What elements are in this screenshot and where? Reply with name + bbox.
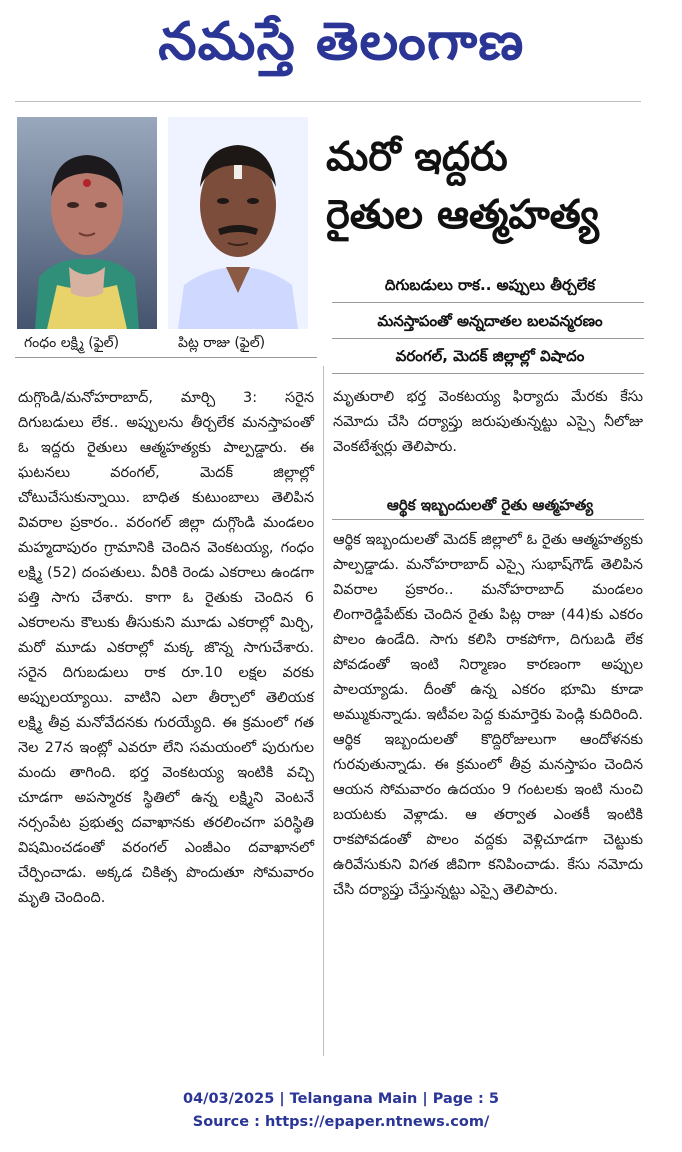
article-body-right-top: మృతురాలి భర్త వెంకటయ్య ఫిర్యాదు మేరకు కేసు నమోదు చేసి దర్యాప్తు జరుపుతున్నట్టు ఎస్సై నీలోజు వెంకటేశ్వర్లు తెలిపారు.	[333, 389, 643, 455]
subheading-divider-2	[332, 338, 644, 339]
section-heading-divider	[332, 519, 644, 520]
masthead-divider	[15, 101, 641, 102]
article-body-left: దుగ్గొండి/మనోహరాబాద్‌, మార్చి 3: సరైన దిగుబడులు లేక.. అప్పులను తీర్చలేక మనస్తాపంతో ఓ ఇద్దరు రైతులు ఆత్మహత్యకు పాల్పడ్డారు. ఈ ఘటనలు వరంగల్‌, మెదక్‌ జిల్లాల్లో చోటుచేసుకున్నాయి. బాధిత కుటుంబాలు తెలిపిన వివరాల ప్రకారం.. వరంగల్‌ జిల్లా దుగ్గొండి మండలం మహ్మదాపురం గ్రామానికి చెందిన వెంకటయ్య, గంధం లక్ష్మి (52) దంపతులు. వీరికి రెండు ఎకరాలు ఉండగా పత్తి సాగు చేశారు. కాగా ఓ రైతుకు చెందిన 6 ఎకరాలను కౌలుకు తీసుకుని మూడు ఎకరాల్లో మిర్చి, మరో మూడు ఎకరాల్లో మక్క జొన్న సాగుచేశారు. సరైన దిగుబడులు రాక రూ.10 లక్షల వరకు అప్పులయ్యాయి. వాటిని ఎలా తీర్చాలో తెలియక లక్ష్మి తీవ్ర మనోవేదనకు గురయ్యేది. ఈ క్రమంలో గత నెల 27న ఇంట్లో ఎవరూ లేని సమయంలో పురుగుల మందు తాగింది. భర్త వెంకటయ్య ఇంటికి వచ్చి చూడగా అపస్మారక స్థితిలో ఉన్న లక్ష్మిని వెంటనే నర్సంపేట ప్రభుత్వ దవాఖానకు తరలించగా పరిస్థితి విషమించడంతో వరంగల్‌ ఎంజీఎం దవాఖానలో చేర్పించాడు. అక్కడ చికిత్స పొందుతూ సోమవారం మృతి చెందింది.	[18, 390, 314, 906]
article-right-column-top	[333, 385, 643, 460]
caption-woman: గంధం లక్ష్మి (ఫైల్)	[24, 335, 120, 351]
subheading-3: వరంగల్‌, మెదక్‌ జిల్లాల్లో విషాదం	[395, 347, 585, 365]
caption-man: పిట్ల రాజు (ఫైల్)	[178, 335, 266, 351]
photo-gandham-lakshmi	[17, 117, 157, 329]
article-left-column	[18, 386, 314, 911]
subheading-divider-3	[332, 373, 644, 374]
masthead	[0, 0, 682, 96]
article-body-right-bottom: ఆర్థిక ఇబ్బందులతో మెదక్‌ జిల్లాలో ఓ రైతు ఆత్మహత్యకు పాల్పడ్డాడు. మనోహరాబాద్‌ ఎస్సై సుభాష్‌గౌడ్‌ తెలిపిన వివరాల ప్రకారం.. మనోహరాబాద్‌ మండలం లింగారెడ్డిపేట్‌కు చెందిన రైతు పిట్ల రాజు (44)కు ఎకరం పొలం ఉండేది. సాగు కలిసి రాకపోగా, దిగుబడి లేక పోవడంతో ఇంటి నిర్మాణం కారణంగా అప్పుల పాలయ్యాడు. దీంతో ఉన్న ఎకరం భూమి కూడా అమ్ముకున్నాడు. ఇటీవల పెద్ద కుమార్తెకు పెండ్లి కుదిరింది. ఆర్థిక ఇబ్బందులతో కొద్దిరోజులుగా ఆందోళనకు గురవుతున్నాడు. ఈ క్రమంలో తీవ్ర మనస్తాపం చెందిన ఆయన సోమవారం ఉదయం 9 గంటలకు ఇంటి నుంచి బయటకు వెళ్లాడు. ఆ తర్వాత ఎంతకీ ఇంటికి రాకపోవడంతో పొలం వద్దకు వెళ్లిచూడగా చెట్టుకు ఉరివేసుకుని విగత జీవిగా కనిపించాడు. కేసు నమోదు చేసి దర్యాప్తు చేస్తున్నట్టు ఎస్సై తెలిపారు.	[333, 532, 643, 898]
man-portrait-illustration	[168, 117, 308, 329]
footer-source-link[interactable]: Source : https://epaper.ntnews.com/	[192, 1114, 490, 1130]
headline-line-1: మరో ఇద్దరు	[326, 134, 508, 180]
footer-date-edition: 04/03/2025 | Telangana Main | Page : 5	[182, 1091, 499, 1107]
woman-portrait-illustration	[17, 117, 157, 329]
subheading-1: దిగుబడులు రాక.. అప్పులు తీర్చలేక	[384, 276, 596, 294]
headline-line-2: రైతుల ఆత్మహత్య	[326, 192, 599, 238]
column-divider	[323, 366, 324, 1056]
masthead-title: నమస్తే తెలంగాణ	[157, 11, 525, 72]
headline	[326, 128, 646, 244]
subheading-2: మనస్తాపంతో అన్నదాతల బలవన్మరణం	[377, 312, 603, 330]
caption-divider	[15, 357, 317, 358]
article-right-column-bottom	[333, 528, 643, 903]
subheading-divider-1	[332, 302, 644, 303]
section-heading: ఆర్థిక ఇబ్బందులతో రైతు ఆత్మహత్య	[386, 496, 594, 514]
photo-pitla-raju	[168, 117, 308, 329]
